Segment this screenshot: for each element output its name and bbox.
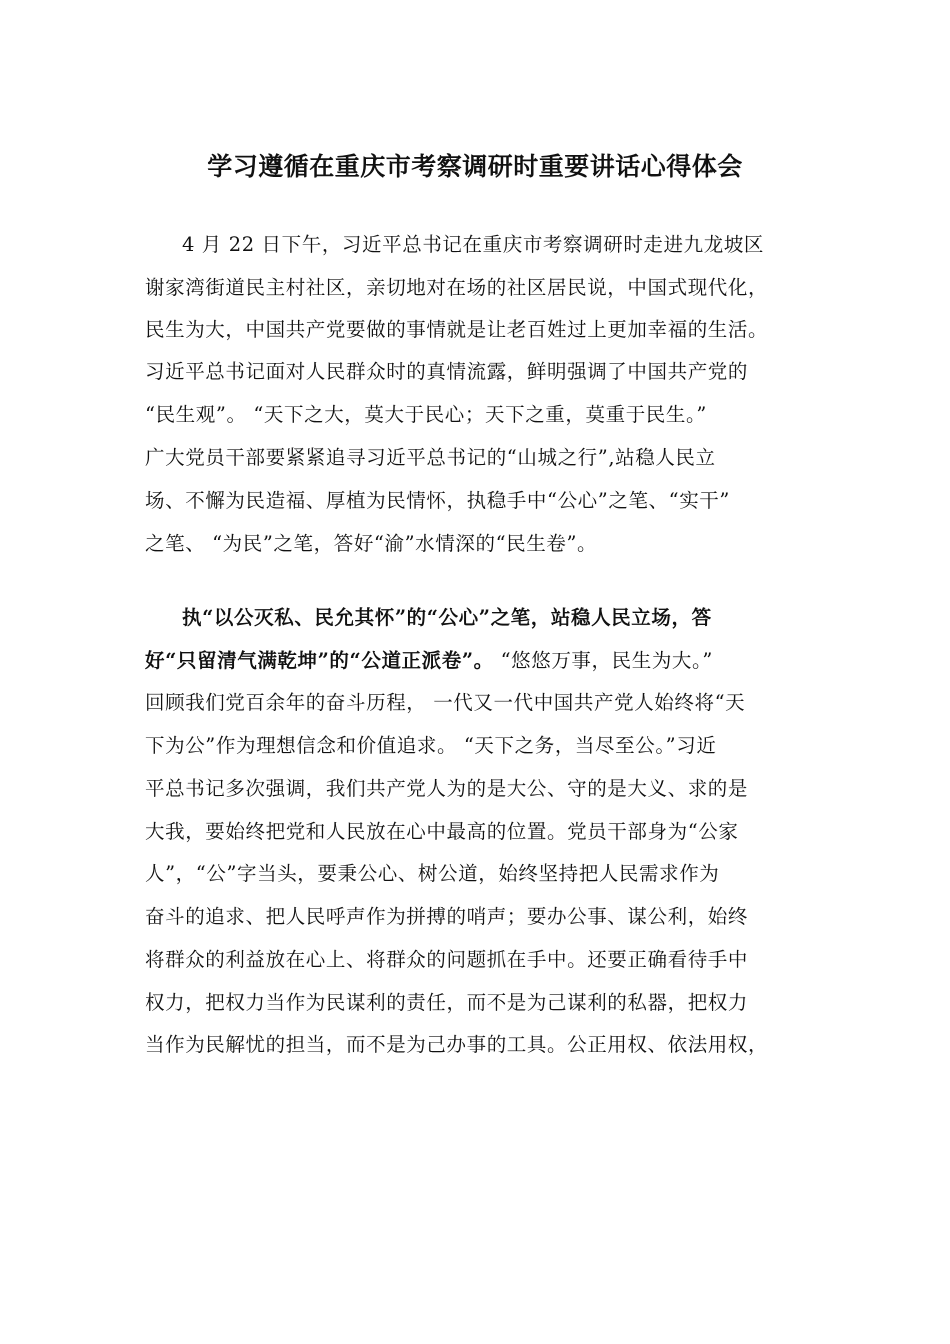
paragraph-2-heading-text: 执“以公灭私、民允其怀”的“公心”之笔，站稳人民立场，答 — [182, 606, 712, 629]
paragraph-2-heading-text: 好“只留清气满乾坤”的“公道正派卷”。 — [145, 649, 494, 672]
paragraph-2-heading-line — [145, 646, 825, 676]
paragraph-2-line: 平总书记多次强调，我们共产党人为的是大公、守的是大义、求的是 — [145, 777, 749, 800]
paragraph-1-line: 习近平总书记面对人民群众时的真情流露，鲜明强调了中国共产党的 — [145, 360, 749, 383]
document-title: 学习遵循在重庆市考察调研时重要讲话心得体会 — [207, 152, 743, 181]
paragraph-2-line: 当作为民解忧的担当，而不是为己办事的工具。公正用权、依法用权， — [145, 1033, 769, 1056]
paragraph-2-line: 奋斗的追求、把人民呼声作为拼搏的哨声；要办公事、谋公利，始终 — [145, 905, 749, 928]
paragraph-1-line: 场、不懈为民造福、厚植为民情怀，执稳手中“公心”之笔、“实干” — [145, 489, 730, 512]
paragraph-2-line: 大我，要始终把党和人民放在心中最高的位置。党员干部身为“公家 — [145, 820, 739, 843]
paragraph-2-heading-line — [182, 603, 822, 633]
paragraph-1-line: 谢家湾街道民主村社区，亲切地对在场的社区居民说，中国式现代化， — [145, 276, 769, 299]
paragraph-2-line: 将群众的利益放在心上、将群众的问题抓在手中。还要正确看待手中 — [145, 948, 749, 971]
paragraph-1-line: 广大党员干部要紧紧追寻习近平总书记的“山城之行”,站稳人民立 — [145, 446, 716, 469]
paragraph-1-line: “民生观”。 “天下之大，莫大于民心；天下之重，莫重于民生。” — [145, 403, 707, 426]
paragraph-2-line: 回顾我们党百余年的奋斗历程， 一代又一代中国共产党人始终将“天 — [145, 691, 746, 714]
paragraph-1-line: 民生为大，中国共产党要做的事情就是让老百姓过上更加幸福的生活。 — [145, 318, 769, 341]
paragraph-2-line: 权力，把权力当作为民谋利的责任，而不是为己谋利的私器，把权力 — [145, 991, 749, 1014]
paragraph-1-line: 4 月 22 日下午，习近平总书记在重庆市考察调研时走进九龙坡区 — [182, 233, 765, 256]
paragraph-2-line: 人”，“公”字当头，要秉公心、树公道，始终坚持把人民需求作为 — [145, 862, 720, 885]
paragraph-1-line: 之笔、 “为民”之笔，答好“渝”水情深的“民生卷”。 — [145, 532, 598, 555]
paragraph-2-text: “悠悠万事，民生为大。” — [493, 649, 713, 672]
paragraph-2-line: 下为公”作为理想信念和价值追求。 “天下之务，当尽至公。”习近 — [145, 734, 717, 757]
